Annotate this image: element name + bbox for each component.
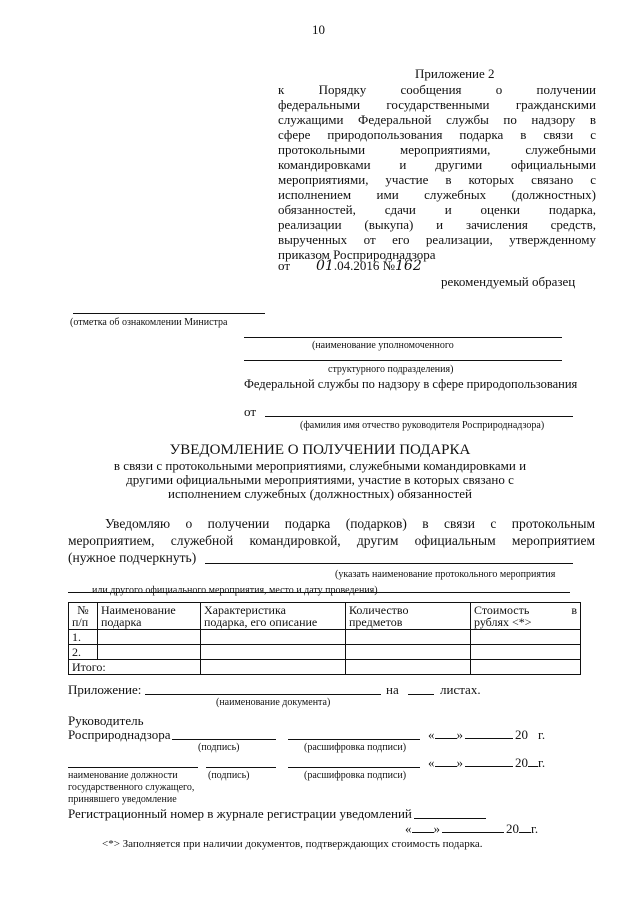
receiver-decode-caption: (расшифровка подписи) [304,770,407,781]
col-name-header [98,603,201,630]
table-row [69,630,581,645]
header-text: № [77,603,89,617]
table-cell[interactable] [471,645,581,660]
header-text: рублях <*> [474,615,532,629]
table-cell[interactable] [471,660,581,675]
receiver-decode-line[interactable] [288,767,420,768]
table-cell[interactable] [201,660,346,675]
position-line[interactable] [68,767,198,768]
minister-mark-line [73,313,265,314]
receiver-signature-line[interactable] [206,767,276,768]
unit-caption-1: (наименование уполномоченного [312,340,454,351]
quote-close: » [456,727,463,742]
head-name-line [265,416,573,417]
appendix-line: вырученных от его реализации, утвержденному [278,232,596,247]
appendix-line: приказом Росприроднадзора [278,247,436,262]
table-cell[interactable] [201,630,346,645]
head-decode-caption: (расшифровка подписи) [304,742,407,753]
notice-title: УВЕДОМЛЕНИЕ О ПОЛУЧЕНИИ ПОДАРКА [169,442,471,458]
registration-label: Регистрационный номер в журнале регистрации уведомлений [68,806,412,821]
appendix-line: служащими Федеральной службы по надзору в [278,112,596,127]
minister-mark-caption: (отметка об ознакомлении Министра [70,317,228,328]
event-name-line [205,563,573,564]
appendix-line: обязанностей, сдачи и оценки подарка, [278,202,596,217]
header-text: п/п [72,615,89,629]
appendix-line: федеральными государственными гражданскими [278,97,596,112]
date-printed: .04.2016 № [333,258,395,273]
receiver-date [428,755,545,770]
registration-date [405,821,538,836]
year-blank[interactable] [519,821,531,833]
year-suffix: г. [538,727,546,742]
appendix-line: к Порядку сообщения о получении [278,82,596,97]
year-prefix: 20 [515,727,528,742]
appendix-title: Приложение 2 [415,66,495,81]
day-blank[interactable] [435,727,457,739]
body-line-1: Уведомляю о получении подарка (подарков) в связи с протокольным [105,516,595,531]
header-text: Стоимость [474,603,530,617]
table-row [69,645,581,660]
page-number: 10 [312,22,325,37]
attachment-caption: (наименование документа) [216,697,331,708]
quote-close: » [433,821,440,836]
quote-open: « [428,755,435,770]
table-cell[interactable] [346,645,471,660]
year-prefix: 20 [506,821,519,836]
day-blank[interactable] [412,821,434,833]
row-number: 1. [69,630,98,645]
registration-number-line[interactable] [414,818,486,819]
head-date [428,727,545,742]
quote-open: « [405,821,412,836]
date-prefix: от [278,258,291,273]
year-suffix: г. [531,821,539,836]
table-cell[interactable] [346,660,471,675]
quote-close: » [456,755,463,770]
table-total-row [69,660,581,675]
head-label-2: Росприроднадзора [68,727,171,742]
col-cost-header [471,603,581,630]
appendix-text [278,82,596,262]
attachment-on: на [386,682,399,697]
appendix-line: сфере природопользования подарка в связи с [278,127,596,142]
year-prefix: 20 [515,755,528,770]
position-caption-1: наименование должности [68,770,178,781]
table-cell[interactable] [98,630,201,645]
head-label-1: Руководитель [68,713,144,728]
head-name-caption: (фамилия имя отчество руководителя Росприроднадзора) [300,420,545,431]
total-label: Итого: [69,660,201,675]
body-line-3: (нужное подчеркнуть) [68,550,197,565]
appendix-line: командировками и другими официальными [278,157,596,172]
event-caption-2: или другого официального мероприятия, место и дату проведения) [92,585,378,596]
table-header-row [69,603,581,630]
service-name: Федеральной службы по надзору в сфере природопользования [244,377,578,391]
quote-open: « [428,727,435,742]
appendix-line: протокольными мероприятиями, служебными [278,142,596,157]
month-blank[interactable] [465,755,513,767]
year-blank[interactable] [528,755,538,767]
header-text: в [571,603,577,617]
attachment-name-line[interactable] [145,694,381,695]
order-number-handwritten: 162 [395,258,422,274]
header-text: Характеристика [204,603,286,617]
header-text: предметов [349,615,403,629]
table-cell[interactable] [98,645,201,660]
unit-line-1 [244,337,562,338]
head-signature-line[interactable] [172,739,276,740]
head-signature-caption: (подпись) [198,742,240,753]
position-caption-2: государственного служащего, [68,782,195,793]
table-cell[interactable] [471,630,581,645]
head-decode-line[interactable] [288,739,420,740]
footnote: <*> Заполняется при наличии документов, подтверждающих стоимость подарка. [102,838,483,850]
notice-subtitle-3: исполнением служебных (должностных) обязанностей [168,486,472,501]
header-text: Количество [349,603,409,617]
row-number: 2. [69,645,98,660]
date-handwritten-day: 01 [316,258,334,274]
unit-caption-2: структурного подразделения) [328,364,454,375]
notice-subtitle-2: другими официальными мероприятиями, участие в которых связано с [126,472,514,487]
attachment-sheets: листах. [440,682,481,697]
header-text: подарка [101,615,142,629]
order-date [278,258,422,274]
col-number-header [69,603,98,630]
receiver-signature-caption: (подпись) [208,770,250,781]
day-blank[interactable] [435,755,457,767]
from-label: от [244,404,257,419]
appendix-line: мероприятиями, участие в которых связано с [278,172,596,187]
year-suffix: г. [538,755,546,770]
header-text: подарка, его описание [204,615,318,629]
col-description-header [201,603,346,630]
appendix-line: реализации (выкупа) и зачисления средств, [278,217,596,232]
attachment-sheets-line[interactable] [408,694,434,695]
appendix-line: исполнением ими служебных (должностных) [278,187,596,202]
month-blank[interactable] [442,821,504,833]
month-blank[interactable] [465,727,513,739]
event-caption-1: (указать наименование протокольного мероприятия [335,569,556,580]
sample-note: рекомендуемый образец [441,274,576,289]
col-quantity-header [346,603,471,630]
unit-line-2 [244,360,562,361]
body-line-2: мероприятием, служебной командировкой, другим официальным мероприятием [68,533,595,548]
attachment-label: Приложение: [68,682,142,697]
header-text: Наименование [101,603,176,617]
table-cell[interactable] [346,630,471,645]
gifts-table [68,602,581,675]
notice-subtitle-1: в связи с протокольными мероприятиями, служебными командировками и [113,458,527,473]
table-cell[interactable] [201,645,346,660]
position-caption-3: принявшего уведомление [68,794,177,805]
